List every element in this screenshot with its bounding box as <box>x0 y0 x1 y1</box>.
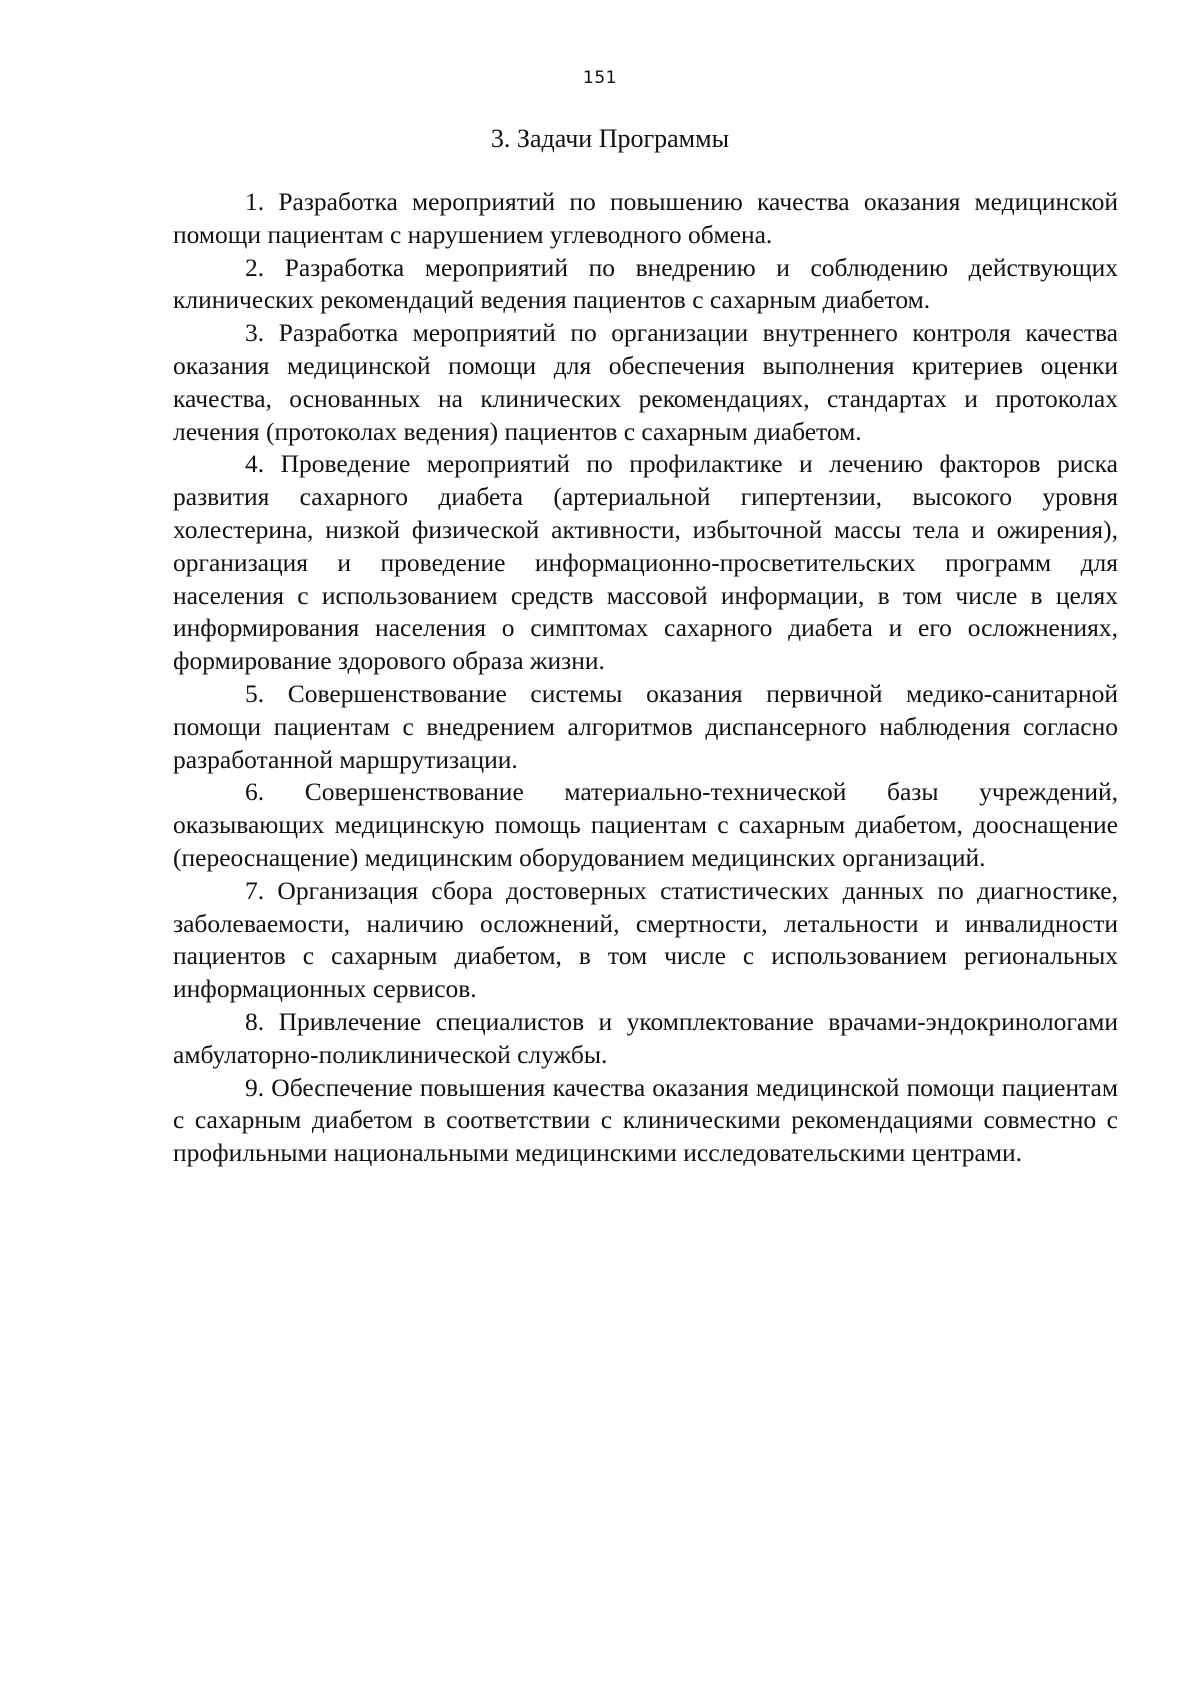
task-item-4: 4. Проведение мероприятий по профилактике и лечению факторов риска развития сахарного диабета (артериальной гипертензии, высокого уровня холестерина, низкой физической активности, избыточной массы тела и ожирения), организация и проведение информационно-просветительских программ для населения с использованием средств массовой информации, в том числе в целях информирования населения о симптомах сахарного диабета и его осложнениях, формирование здорового образа жизни. <box>173 449 1118 676</box>
page-number: 151 <box>583 68 617 88</box>
task-item-8: 8. Привлечение специалистов и укомплектование врачами-эндокринологами амбулаторно-поликлинической службы. <box>173 1006 1118 1069</box>
task-item-1: 1. Разработка мероприятий по повышению качества оказания медицинской помощи пациентам с нарушением углеводного обмена. <box>173 187 1118 249</box>
task-item-7: 7. Организация сбора достоверных статистических данных по диагностике, заболеваемости, наличию осложнений, смертности, летальности и инвалидности пациентов с сахарным диабетом, в том числе с использованием региональных информационных сервисов. <box>173 875 1118 1004</box>
task-item-2: 2. Разработка мероприятий по внедрению и соблюдению действующих клинических рекомендаций ведения пациентов с сахарным диабетом. <box>173 252 1118 315</box>
task-item-6: 6. Совершенствование материально-технической базы учреждений, оказывающих медицинскую помощь пациентам с сахарным диабетом, дооснащение (переоснащение) медицинским оборудованием медицинских организаций. <box>173 777 1118 872</box>
task-item-3: 3. Разработка мероприятий по организации внутреннего контроля качества оказания медицинской помощи для обеспечения выполнения критериев оценки качества, основанных на клинических рекомендациях, стандартах и протоколах лечения (протоколах ведения) пациентов с сахарным диабетом. <box>173 318 1118 446</box>
task-list <box>173 186 1118 1170</box>
section-title: 3. Задачи Программы <box>490 124 730 153</box>
task-item-9: 9. Обеспечение повышения качества оказания медицинской помощи пациентам с сахарным диабетом в соответствии с клиническими рекомендациями совместно с профильными национальными медицинскими исследовательскими центрами. <box>173 1072 1118 1168</box>
task-item-5: 5. Совершенствование системы оказания первичной медико-санитарной помощи пациентам с внедрением алгоритмов диспансерного наблюдения согласно разработанной маршрутизации. <box>173 678 1118 774</box>
